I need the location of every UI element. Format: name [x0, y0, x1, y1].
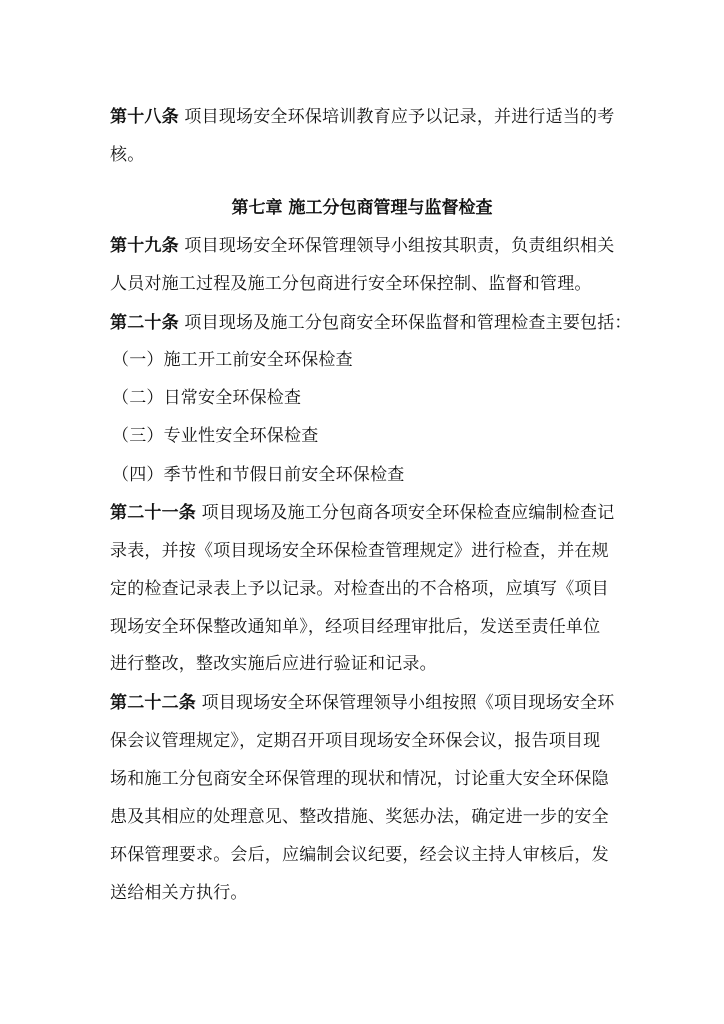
article-18-text-1: 项目现场安全环保培训教育应予以记录，并进行适当的考	[178, 107, 615, 127]
article-22-line-4: 患及其相应的处理意见、整改措施、奖惩办法，确定进一步的安全	[110, 807, 609, 827]
article-21-line-4: 现场安全环保整改通知单》，经项目经理审批后，发送至责任单位	[110, 617, 601, 637]
article-21-line-3: 定的检查记录表上予以记录。对检查出的不合格项，应填写《项目	[110, 579, 609, 599]
article-20-label: 第二十条	[110, 313, 179, 333]
article-19-line-1	[110, 235, 615, 257]
article-21-line-1	[110, 502, 615, 524]
article-18-line-1	[110, 106, 615, 128]
article-21-text-1: 项目现场及施工分包商各项安全环保检查应编制检查记	[196, 503, 615, 523]
article-21-label: 第二十一条	[110, 503, 196, 523]
article-18-label: 第十八条	[110, 107, 179, 127]
article-22-label: 第二十二条	[110, 693, 196, 713]
article-22-line-1	[110, 692, 615, 714]
article-22-line-6: 送给相关方执行。	[110, 883, 248, 903]
article-21-line-5: 进行整改，整改实施后应进行验证和记录。	[110, 654, 437, 674]
article-22-line-2: 保会议管理规定》，定期召开项目现场安全环保会议，报告项目现	[110, 731, 601, 751]
article-20-text-1: 项目现场及施工分包商安全环保监督和管理检查主要包括：	[178, 313, 632, 333]
article-22-line-5: 环保管理要求。会后，应编制会议纪要，经会议主持人审核后，发	[110, 845, 609, 865]
article-20-item-1: （一）施工开工前安全环保检查	[112, 350, 353, 370]
article-20-item-3: （三）专业性安全环保检查	[112, 426, 319, 446]
article-21-line-2: 录表，并按《项目现场安全环保检查管理规定》进行检查，并在规	[110, 541, 609, 561]
chapter-7-heading: 第七章 施工分包商管理与监督检查	[231, 198, 493, 218]
article-22-line-3: 场和施工分包商安全环保管理的现状和情况，讨论重大安全环保隐	[110, 769, 609, 789]
article-20-item-4: （四）季节性和节假日前安全环保检查	[112, 465, 405, 485]
article-19-line-2: 人员对施工过程及施工分包商进行安全环保控制、监督和管理。	[110, 274, 592, 294]
article-19-text-1: 项目现场安全环保管理领导小组按其职责，负责组织相关	[178, 236, 615, 256]
article-19-label: 第十九条	[110, 236, 179, 256]
article-20-item-2: （二）日常安全环保检查	[112, 388, 302, 408]
article-22-text-1: 项目现场安全环保管理领导小组按照《项目现场安全环	[196, 693, 615, 713]
article-18-line-2: 核。	[110, 145, 145, 165]
article-20-line-1	[110, 312, 632, 334]
